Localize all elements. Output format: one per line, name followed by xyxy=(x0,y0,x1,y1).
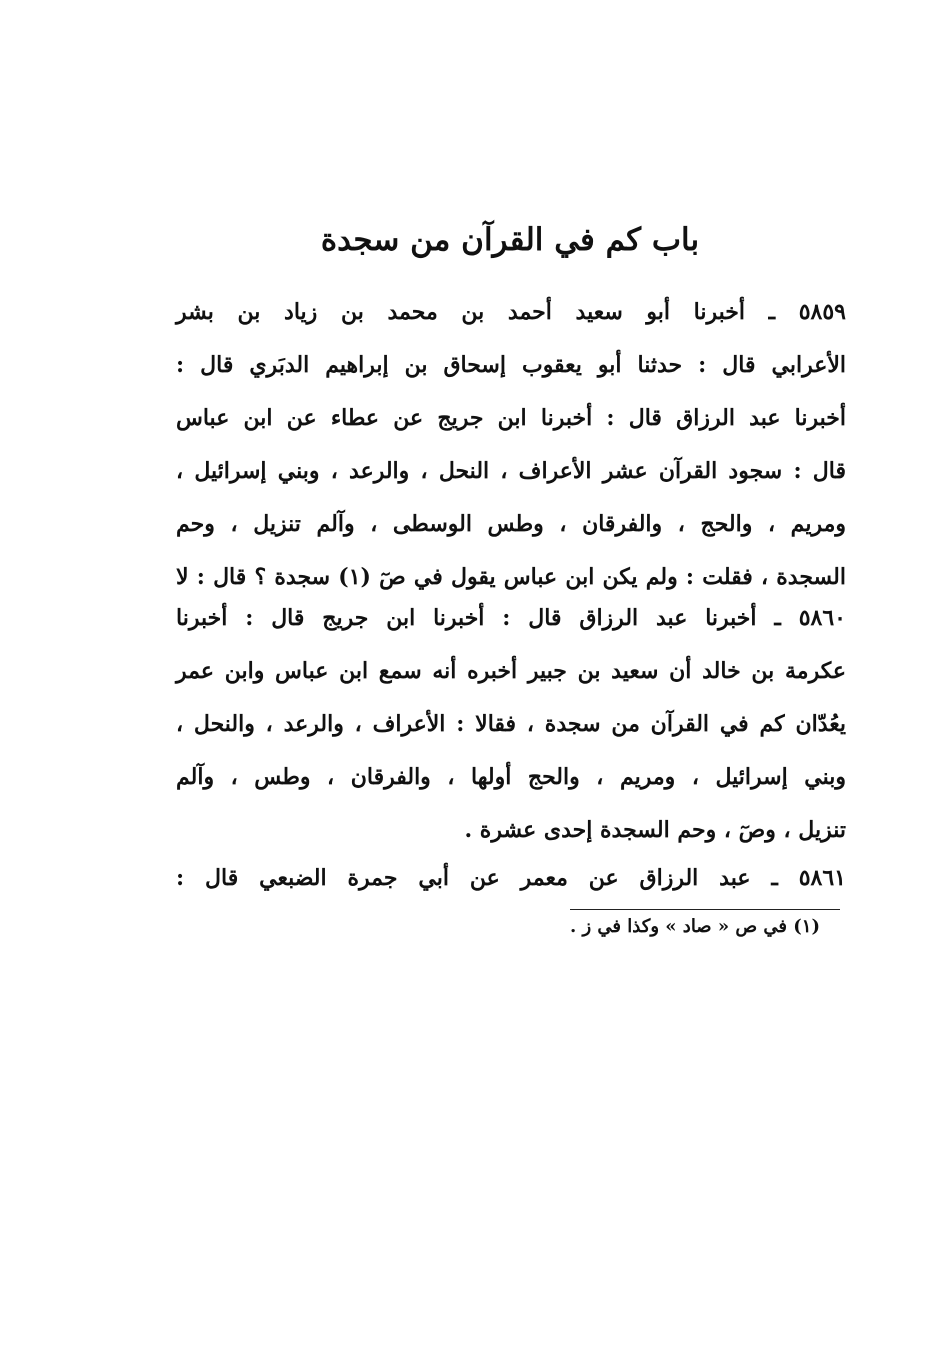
footnote-divider xyxy=(570,909,840,910)
text-line: ٥٨٦١ ـ عبد الرزاق عن معمر عن أبي جمرة الضبعي قال : xyxy=(176,865,846,891)
text-line: عكرمة بن خالد أن سعيد بن جبير أخبره أنه سمع ابن عباس وابن عمر xyxy=(176,658,846,684)
footnote: (١) في ص « صاد » وكذا في ز . xyxy=(569,916,820,937)
hadith-5860 xyxy=(176,592,846,857)
text-line: أخبرنا عبد الرزاق قال : أخبرنا ابن جريج عن عطاء عن ابن عباس xyxy=(176,405,846,431)
text-line: تنزيل ، وصٓ ، وحم السجدة إحدى عشرة . xyxy=(464,817,846,843)
text-line: وبني إسرائيل ، ومريم ، والحج أولها ، والفرقان ، وطس ، وآلم xyxy=(176,764,846,790)
text-line: ٥٨٥٩ ـ أخبرنا أبو سعيد أحمد بن محمد بن زياد بن بشر xyxy=(176,299,846,325)
hadith-5859 xyxy=(176,286,846,604)
text-line: ومريم ، والحج ، والفرقان ، وطس الوسطى ، وآلم تنزيل ، وحم xyxy=(176,511,846,537)
text-line: السجدة ، فقلت : ولم يكن ابن عباس يقول في صٓ (١) سجدة ؟ قال : لا xyxy=(176,564,846,590)
page-title: باب كم في القرآن من سجدة xyxy=(320,222,700,258)
hadith-5861 xyxy=(176,852,846,905)
text-line: الأعرابي قال : حدثنا أبو يعقوب إسحاق بن إبراهيم الدبَري قال : xyxy=(176,352,846,378)
text-line: ٥٨٦٠ ـ أخبرنا عبد الرزاق قال : أخبرنا ابن جريج قال : أخبرنا xyxy=(176,605,846,631)
text-line: قال : سجود القرآن عشر الأعراف ، النحل ، والرعد ، وبني إسرائيل ، xyxy=(176,458,846,484)
text-line: يعُدّان كم في القرآن من سجدة ، فقالا : الأعراف ، والرعد ، والنحل ، xyxy=(176,711,846,737)
